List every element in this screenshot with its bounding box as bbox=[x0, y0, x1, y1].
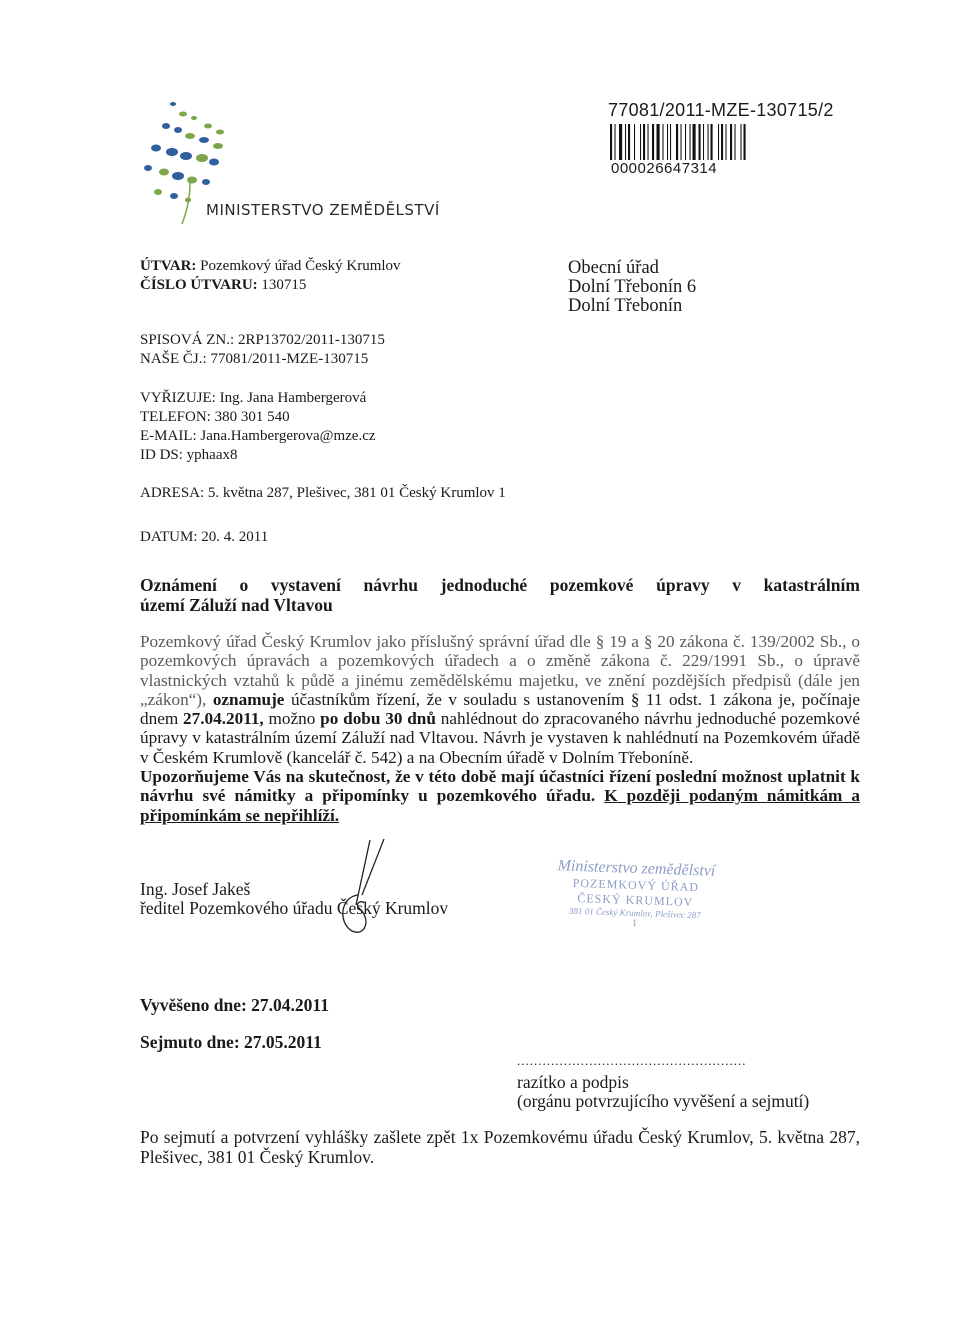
signer-title: ředitel Pozemkového úřadu Český Krumlov bbox=[140, 898, 449, 918]
barcode-bar bbox=[670, 124, 671, 160]
recipient-line: Obecní úřad bbox=[568, 258, 659, 278]
body-paragraph-1 bbox=[140, 632, 860, 767]
subject-word: vystavení bbox=[270, 575, 341, 595]
subject-word: jednoduché bbox=[440, 575, 528, 595]
barcode-bar bbox=[640, 124, 641, 160]
barcode-bar bbox=[676, 124, 678, 160]
adresa-line: ADRESA: 5. května 287, Plešivec, 381 01 Český Krumlov 1 bbox=[140, 485, 506, 501]
return-instruction: Po sejmutí a potvrzení vyhlášky zašlete zpět 1x Pozemkovému úřadu Český Krumlov, 5. května 287, Plešivec, 381 01 Český Krumlov. bbox=[140, 1127, 860, 1167]
barcode-bar bbox=[652, 124, 654, 160]
spisova-line bbox=[140, 331, 385, 350]
id-ds-line: ID DS: yphaax8 bbox=[140, 447, 238, 463]
barcode-bar bbox=[708, 124, 709, 160]
barcode-bar bbox=[657, 124, 660, 160]
barcode-bar bbox=[718, 124, 719, 160]
subject-word: pozemkové bbox=[549, 575, 634, 595]
confirmation-signature-block bbox=[517, 1055, 809, 1111]
barcode-number: 000026647314 bbox=[611, 160, 718, 177]
barcode-bar bbox=[730, 124, 732, 160]
document-subject bbox=[140, 575, 860, 615]
subject-word: o bbox=[239, 575, 249, 595]
leaf-cluster bbox=[144, 102, 224, 203]
stem bbox=[182, 182, 190, 224]
cislo-utvaru-line bbox=[140, 276, 306, 295]
barcode-bar bbox=[648, 124, 649, 160]
body-warning: Upozorňujeme Vás na skutečnost, že v této době mají účastníci řízení poslední možnost uplatnit k návrhu své námitky a připomínky u pozemkového úřadu. bbox=[140, 767, 860, 806]
barcode-bar bbox=[711, 124, 713, 160]
recipient-line: Dolní Třebonín 6 bbox=[568, 277, 697, 297]
reference-number: 77081/2011-MZE-130715/2 bbox=[608, 100, 834, 120]
stamp-line: Ministerstvo zemědělství bbox=[557, 857, 716, 880]
recipient-address bbox=[568, 259, 696, 316]
ministry-name: MINISTERSTVO ZEMĚDĚLSTVÍ bbox=[206, 201, 440, 219]
signature-caption: (orgánu potvrzujícího vyvěšení a sejmutí) bbox=[517, 1091, 810, 1111]
telefon-line: TELEFON: 380 301 540 bbox=[140, 409, 290, 425]
subject-line-1 bbox=[140, 575, 860, 595]
barcode-bar bbox=[610, 124, 612, 160]
notice-body bbox=[140, 632, 860, 825]
removed-date: Sejmuto dne: 27.05.2011 bbox=[140, 1032, 322, 1052]
barcode-bar bbox=[693, 124, 696, 160]
subject-word: Oznámení bbox=[140, 575, 217, 595]
stamp-line: POZEMKOVÝ ÚŘAD bbox=[572, 875, 700, 895]
cislo-value: 130715 bbox=[261, 277, 307, 293]
body-bold: po dobu 30 dnů bbox=[320, 709, 436, 729]
email-line: E-MAIL: Jana.Hambergerova@mze.cz bbox=[140, 428, 376, 444]
subject-word: v bbox=[732, 575, 742, 595]
signature-dots: ...................................................... bbox=[517, 1053, 747, 1068]
nase-label: NAŠE ČJ.: bbox=[140, 351, 207, 367]
subject-word: katastrálním bbox=[763, 575, 860, 595]
barcode-bar bbox=[685, 124, 686, 160]
barcode-bar bbox=[699, 124, 701, 160]
barcode-bar bbox=[663, 124, 664, 160]
signer-name: Ing. Josef Jakeš bbox=[140, 879, 251, 899]
nase-cj-line bbox=[140, 350, 368, 369]
stamp-line: ČESKÝ KRUMLOV bbox=[577, 890, 694, 910]
body-bold: 27.04.2011, bbox=[183, 709, 264, 729]
cislo-label: ČÍSLO ÚTVARU: bbox=[140, 277, 258, 293]
barcode-bar bbox=[634, 124, 635, 160]
body-paragraph-2 bbox=[140, 767, 860, 825]
spisova-value: 2RP13702/2011-130715 bbox=[237, 332, 385, 348]
recipient-line: Dolní Třebonín bbox=[568, 296, 683, 316]
body-text: možno bbox=[268, 709, 316, 729]
subject-word: návrhu bbox=[363, 575, 418, 595]
barcode-bar bbox=[703, 124, 704, 160]
subject-line-2: území Záluží nad Vltavou bbox=[140, 595, 333, 615]
barcode-bar bbox=[667, 124, 668, 160]
datum-line: DATUM: 20. 4. 2011 bbox=[140, 529, 269, 545]
barcode-bar bbox=[741, 124, 742, 160]
barcode-bar bbox=[681, 124, 682, 160]
barcode-bar bbox=[628, 124, 630, 160]
spisova-label: SPISOVÁ ZN.: bbox=[140, 332, 235, 348]
barcode-bar bbox=[744, 124, 746, 160]
barcode-bar bbox=[690, 124, 691, 160]
body-bold: oznamuje bbox=[212, 689, 285, 709]
signer-block bbox=[140, 880, 448, 918]
nase-value: 77081/2011-MZE-130715 bbox=[210, 351, 369, 367]
body-text: Pozemkový úřad Český Krumlov jako příslušný správní úřad dle § 19 a § 20 zákona č. 139/2002 Sb., o pozemkových úpravách a pozemkových úřadech a o změně zákona č. 229/1991 Sb., o úpravě vlastnických vztahů k půdě a jinému zemědělskému majetku, ve znění pozdějších předpisů (dále jen „zákon“), bbox=[140, 632, 860, 709]
utvar-value: Pozemkový úřad Český Krumlov bbox=[200, 258, 401, 274]
body-text: účastníkům řízení, že v souladu s ustanovením § 11 odst. 1 zákona je, počínaje dnem bbox=[140, 689, 861, 729]
body-text: nahlédnout do zpracovaného návrhu jednoduché pozemkové úpravy v katastrálním území Záluží nad Vltavou. Návrh je vystaven k nahlédnutí na Pozemkovém úřadě v Českém Krumlově (kancelář č. 542) a na Obecním úřadě v Dolním Třeboníně. bbox=[140, 709, 861, 767]
body-warning-underlined: K později podaným námitkám a připomínkám se nepřihlíží. bbox=[140, 786, 860, 825]
barcode-bar bbox=[643, 124, 645, 160]
utvar-label: ÚTVAR: bbox=[140, 258, 197, 274]
barcode-bar bbox=[619, 124, 622, 160]
signature-label: razítko a podpis bbox=[517, 1072, 629, 1092]
subject-word: úpravy bbox=[656, 575, 710, 595]
barcode-bar bbox=[726, 124, 727, 160]
stamp-line: 381 01 Český Krumlov, Plešivec 287 bbox=[568, 905, 701, 921]
vyrizuje-line: VYŘIZUJE: Ing. Jana Hambergerová bbox=[140, 390, 367, 406]
barcode-bar bbox=[735, 124, 736, 160]
barcode-icon bbox=[610, 124, 790, 160]
barcode-bar bbox=[721, 124, 723, 160]
office-stamp bbox=[533, 857, 736, 964]
posted-date: Vyvěšeno dne: 27.04.2011 bbox=[140, 995, 329, 1015]
stamp-line: 1 bbox=[631, 917, 638, 930]
barcode-bar bbox=[625, 124, 626, 160]
barcode-bar bbox=[615, 124, 616, 160]
utvar-line bbox=[140, 257, 401, 276]
